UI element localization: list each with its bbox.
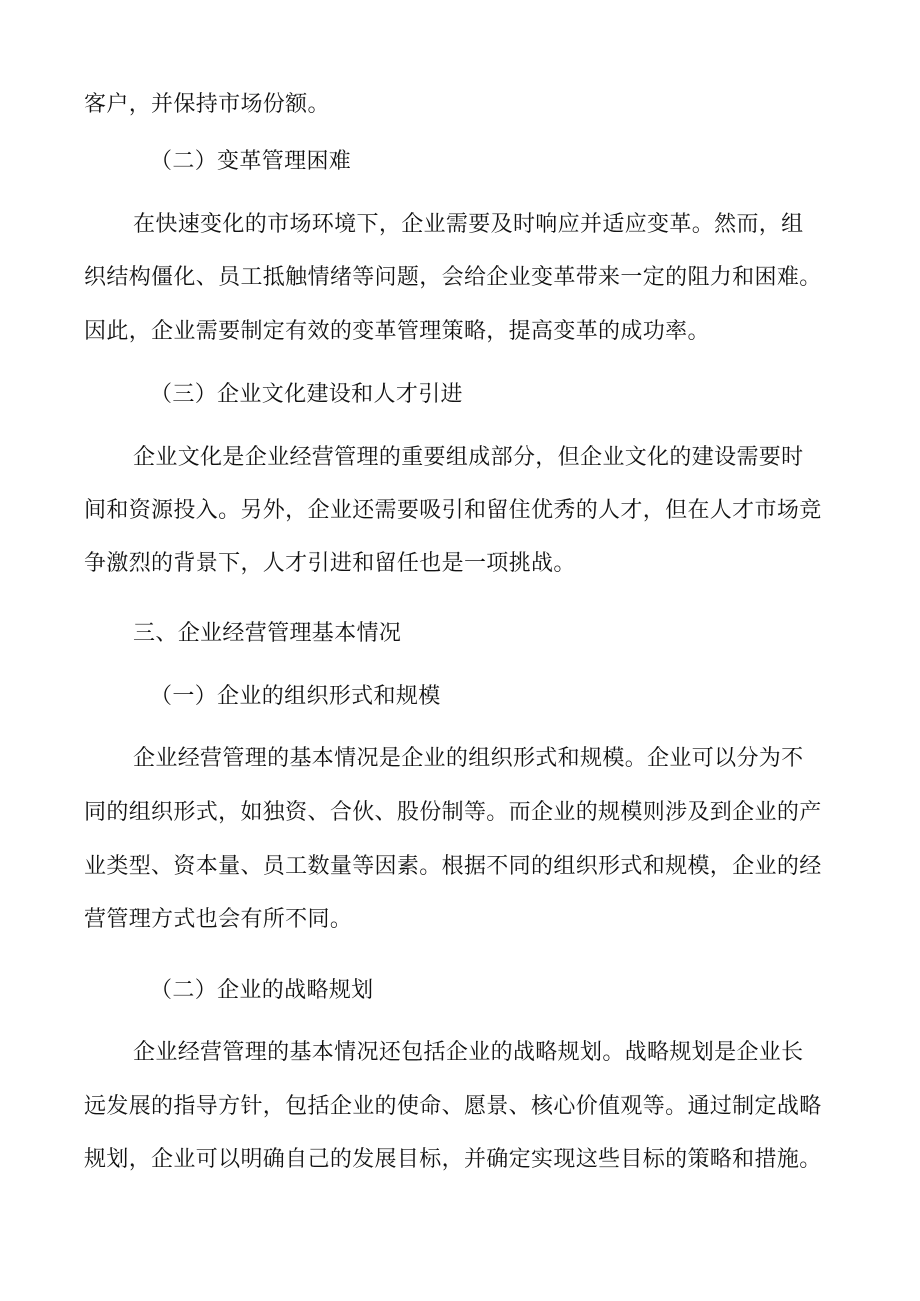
section-title: 三、企业经营管理基本情况 [133, 621, 402, 646]
paragraph-line: 规划，企业可以明确自己的发展目标，并确定实现这些目标的策略和措施。 [84, 1147, 822, 1172]
paragraph-line: 织结构僵化、员工抵触情绪等问题，会给企业变革带来一定的阻力和困难。 [84, 265, 822, 290]
subheading-change-management: （二）变革管理困难 [150, 149, 352, 174]
paragraph-line: 同的组织形式，如独资、合伙、股份制等。而企业的规模则涉及到企业的产 [84, 800, 822, 825]
paragraph-line: 间和资源投入。另外，企业还需要吸引和留住优秀的人才，但在人才市场竞 [84, 498, 822, 523]
subheading-organization-scale: （一）企业的组织形式和规模 [150, 684, 441, 709]
paragraph-line: 营管理方式也会有所不同。 [84, 907, 353, 932]
paragraph-line: 企业文化是企业经营管理的重要组成部分，但企业文化的建设需要时 [133, 445, 804, 470]
paragraph-line: 在快速变化的市场环境下，企业需要及时响应并适应变革。然而，组 [133, 212, 804, 237]
subheading-strategic-planning: （二）企业的战略规划 [150, 978, 374, 1003]
paragraph-line: 远发展的指导方针，包括企业的使命、愿景、核心价值观等。通过制定战略 [84, 1094, 822, 1119]
subheading-culture-talent: （三）企业文化建设和人才引进 [150, 382, 463, 407]
paragraph-line: 业类型、资本量、员工数量等因素。根据不同的组织形式和规模，企业的经 [84, 854, 822, 879]
paragraph-line: 企业经营管理的基本情况还包括企业的战略规划。战略规划是企业长 [133, 1040, 804, 1065]
paragraph-line: 争激烈的背景下，人才引进和留任也是一项挑战。 [84, 551, 576, 576]
paragraph-line: 企业经营管理的基本情况是企业的组织形式和规模。企业可以分为不 [133, 746, 804, 771]
paragraph-line: 客户，并保持市场份额。 [84, 92, 330, 117]
paragraph-line: 因此，企业需要制定有效的变革管理策略，提高变革的成功率。 [84, 319, 710, 344]
